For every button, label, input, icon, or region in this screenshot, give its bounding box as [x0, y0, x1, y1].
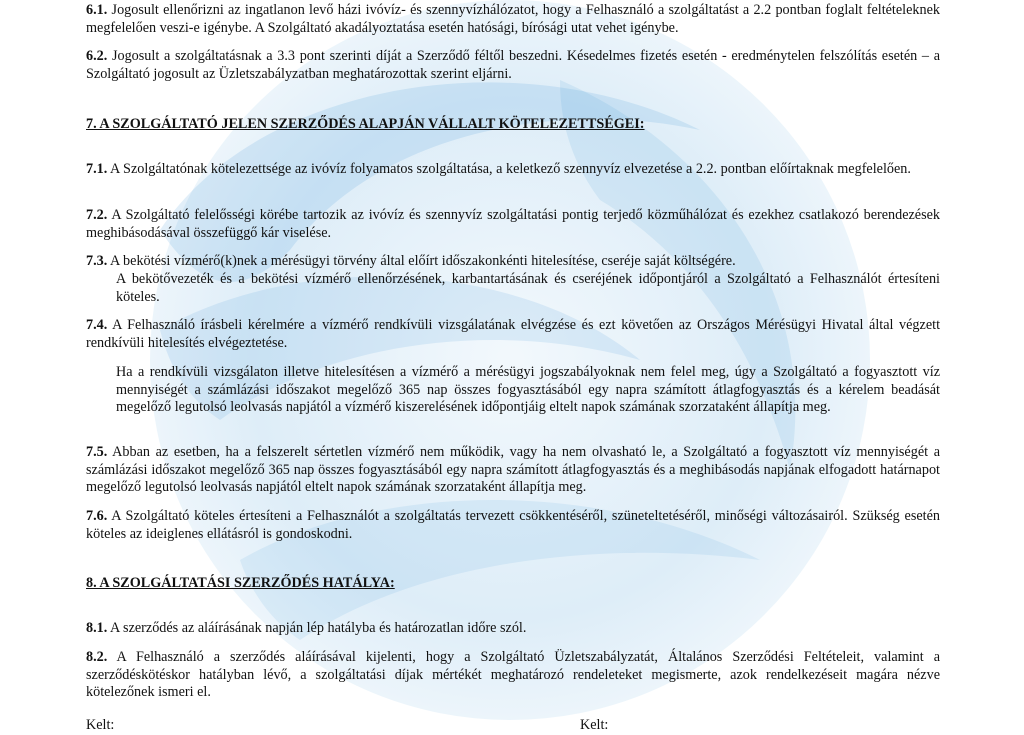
- paragraph-text: A Szolgáltató köteles értesíteni a Felhasználót a szolgáltatás tervezett csökkentéséről, szüneteltetéséről, minőségi változásairól. Szükség esetén köteles az ideiglenes ellátásról is gondoskodni.: [86, 508, 940, 542]
- paragraph-7-4: [86, 317, 940, 352]
- paragraph-text: A Szolgáltatónak kötelezettsége az ivóvíz folyamatos szolgáltatása, a keletkező szennyvíz elvezetése a 2.2. pontban előírtaknak megfelelően.: [110, 161, 911, 177]
- paragraph-text: A Szolgáltató felelősségi körébe tartozik az ivóvíz és szennyvíz szolgáltatási pontig terjedő közműhálózat és ezekhez csatlakozó berendezések meghibásodásával összefüggő kár viselése.: [86, 207, 941, 241]
- section-heading-7: 7. A SZOLGÁLTATÓ JELEN SZERZŐDÉS ALAPJÁN VÁLLALT KÖTELEZETTSÉGEI:: [86, 116, 645, 132]
- paragraph-text: A szerződés az aláírásának napján lép hatályba és határozatlan időre szól.: [110, 620, 527, 636]
- paragraph-text: Jogosult ellenőrizni az ingatlanon levő házi ivóvíz- és szennyvízhálózatot, hogy a Felhasználó a szolgáltatást a 2.2 pontban foglalt feltételeknek megfelelően veszi-e igénybe. A Szolgáltató akadályoztatása esetén hatósági, bírósági utat vehet igénybe.: [86, 2, 940, 36]
- paragraph-8-1: [86, 620, 940, 638]
- paragraph-number: 8.1.: [86, 620, 108, 636]
- paragraph-7-4-continued: Ha a rendkívüli vizsgálaton illetve hitelesítésen a vízmérő a mérésügyi jogszabályoknak nem felel meg, úgy a Szolgáltató a fogyasztott víz mennyiségét a számlázási időszakot megelőző 365 nap összes fogyasztásából egy napra számított átlagfogyasztás és a kérelem beadását megelőző legutolsó leolvasás napjától a vízmérő kiszerelésének időpontjáig eltelt napok számának szorzataként állapítja meg.: [116, 364, 940, 416]
- paragraph-number: 6.1.: [86, 2, 108, 18]
- paragraph-text: Jogosult a szolgáltatásnak a 3.3 pont szerinti díját a Szerződő féltől beszedni. Késedelmes fizetés esetén - eredménytelen felszólítás esetén – a Szolgáltató jogosult az Üzletszabályzatban meghatározottak szerint eljárni.: [86, 48, 940, 82]
- paragraph-text: A Felhasználó írásbeli kérelmére a vízmérő rendkívüli vizsgálatának elvégzése és ezt követően az Országos Mérésügyi Hivatal által végzett rendkívüli hitelesítés elvégeztetése.: [86, 317, 941, 351]
- paragraph-text: A Felhasználó a szerződés aláírásával kijelenti, hogy a Szolgáltató Üzletszabályzatát, Általános Szerződési Feltételeit, valamint a szerződéskötéskor hatályban lévő, a szolgáltatási díjak mértékét meghatározó rendeleteket megismerte, azok rendelkezéseit magára nézve kötelezőnek ismeri el.: [86, 649, 940, 701]
- paragraph-7-6: [86, 508, 940, 543]
- section-heading-8: 8. A SZOLGÁLTATÁSI SZERZŐDÉS HATÁLYA:: [86, 575, 395, 591]
- paragraph-text: Abban az esetben, ha a felszerelt sértetlen vízmérő nem működik, vagy ha nem olvasható le, a Szolgáltató a fogyasztott víz mennyiségét a számlázási időszakot megelőző 365 nap összes fogyasztásából egy napra számított átlagfogyasztás és a meghibásodás napjának elfogadott határnapot megelőző legutolsó leolvasás napjától eltelt napok számának szorzataként állapítja meg.: [86, 444, 940, 496]
- paragraph-7-1: [86, 161, 940, 179]
- paragraph-7-2: [86, 207, 940, 242]
- paragraph-7-3-continued: A bekötővezeték és a bekötési vízmérő ellenőrzésének, karbantartásának és cseréjének időpontjáról a Szolgáltató a Felhasználót értesíteni köteles.: [116, 271, 940, 305]
- paragraph-number: 8.2.: [86, 649, 108, 665]
- footer-date-left: Kelt:: [86, 717, 115, 733]
- paragraph-7-3: [86, 253, 940, 271]
- paragraph-number: 7.4.: [86, 317, 108, 333]
- paragraph-6-2: [86, 48, 940, 83]
- paragraph-number: 7.1.: [86, 161, 108, 177]
- paragraph-number: 7.5.: [86, 444, 108, 460]
- paragraph-number: 7.6.: [86, 508, 108, 524]
- paragraph-6-1: [86, 2, 940, 37]
- paragraph-7-5: [86, 444, 940, 497]
- paragraph-number: 7.2.: [86, 207, 108, 223]
- paragraph-number: 7.3.: [86, 253, 108, 269]
- paragraph-8-2: [86, 649, 940, 702]
- paragraph-number: 6.2.: [86, 48, 108, 64]
- footer-date-right: Kelt:: [580, 717, 609, 733]
- paragraph-text: A bekötési vízmérő(k)nek a mérésügyi törvény által előírt időszakonkénti hitelesítése, cseréje saját költségére.: [110, 253, 736, 269]
